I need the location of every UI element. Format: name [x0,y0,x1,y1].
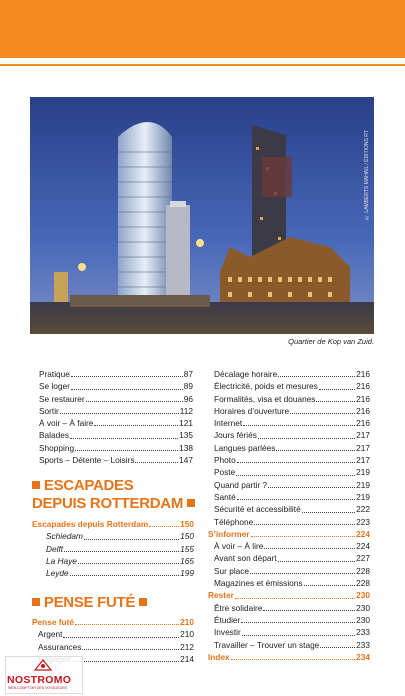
logo-emblem-icon [33,658,53,672]
toc-section-entry[interactable]: Index 234 [208,651,370,662]
toc-section-entry[interactable]: Escapades depuis Rotterdam 150 [32,519,194,529]
toc-section-entry[interactable]: S’informer 224 [208,528,370,539]
toc-entry[interactable]: Leyde 199 [46,568,194,579]
toc-entry[interactable]: Sur place 228 [214,565,370,576]
toc-entry[interactable]: 214 [32,653,194,665]
section-subtitle-escapades: DEPUIS ROTTERDAM [32,496,195,511]
toc-entry[interactable]: Avant son départ 227 [214,553,370,564]
toc-entry[interactable]: Électricité, poids et mesures 216 [214,381,370,392]
photo-credit: © LAMBERTS MAHAIL / ÉDITIONS RT [364,130,370,220]
photo-caption: Quartier de Kop van Zuid. [288,337,374,346]
toc-entry[interactable]: Sécurité et accessibilité 222 [214,504,370,515]
section-title-escapades: ESCAPADES [32,478,133,493]
toc-entry[interactable]: Sortir 112 [39,405,193,416]
toc-entry[interactable]: Photo 217 [214,455,370,466]
toc-entry[interactable]: Être solidaire 230 [214,602,370,613]
toc-section-entry[interactable]: Rester 230 [208,590,370,601]
orange-square-bullet [139,598,147,606]
toc-entry[interactable]: Langues parlées 217 [214,442,370,453]
toc-right-list [208,368,370,663]
toc-entry[interactable]: Jours fériés 217 [214,430,370,441]
cover-photo [30,97,374,334]
toc-entry[interactable]: Téléphone 223 [214,516,370,527]
orange-rule [0,64,405,66]
toc-entry[interactable]: Horaires d’ouverture 216 [214,405,370,416]
logo-tagline: WEB-COMPTOIR DES VOYAGEURS [8,686,67,690]
toc-entry[interactable]: À voir – À lire 224 [214,541,370,552]
section-title-pense-fute: PENSE FUTÉ [32,595,147,610]
toc-entry[interactable]: Santé 219 [214,491,370,502]
toc-entry[interactable]: Quand partir ? 219 [214,479,370,490]
toc-section-entry[interactable]: Pense futé 210 [32,617,194,627]
toc-entry[interactable]: Internet 216 [214,418,370,429]
toc-entry[interactable]: Magazines et émissions 228 [214,578,370,589]
nostromo-logo [5,656,81,692]
toc-entry[interactable]: Schiedam 150 [46,531,194,542]
top-orange-banner [0,0,405,58]
toc-entry[interactable]: Shopping 138 [39,442,193,453]
orange-square-bullet [32,598,40,606]
toc-left-list [39,368,193,466]
toc-entry[interactable]: La Haye 165 [46,555,194,566]
toc-entry[interactable]: Travailler – Trouver un stage 233 [214,639,370,650]
toc-escapades-list [32,518,194,579]
toc-entry[interactable]: Formalités, visa et douanes 216 [214,393,370,404]
toc-entry[interactable]: Se restaurer 96 [39,393,193,404]
toc-entry[interactable]: Assurances 212 [38,641,194,652]
toc-entry[interactable]: Delft 155 [46,543,194,554]
toc-entry[interactable]: Poste 219 [214,467,370,478]
orange-square-bullet [187,499,195,507]
orange-square-bullet [32,481,40,489]
toc-entry[interactable]: Décalage horaire 216 [214,369,370,379]
toc-entry[interactable]: Sports – Détente – Loisirs 147 [39,455,193,466]
toc-entry[interactable]: Investir 233 [214,627,370,638]
logo-name: NOSTROMO [7,674,72,686]
toc-entry[interactable]: Pratique 87 [39,369,193,379]
toc-entry[interactable]: Argent 210 [38,629,194,640]
toc-entry[interactable]: Étudier 230 [214,614,370,625]
toc-entry[interactable]: Balades 135 [39,430,193,441]
toc-entry[interactable]: À voir – À faire 121 [39,418,193,429]
toc-entry[interactable]: Se loger 89 [39,381,193,392]
